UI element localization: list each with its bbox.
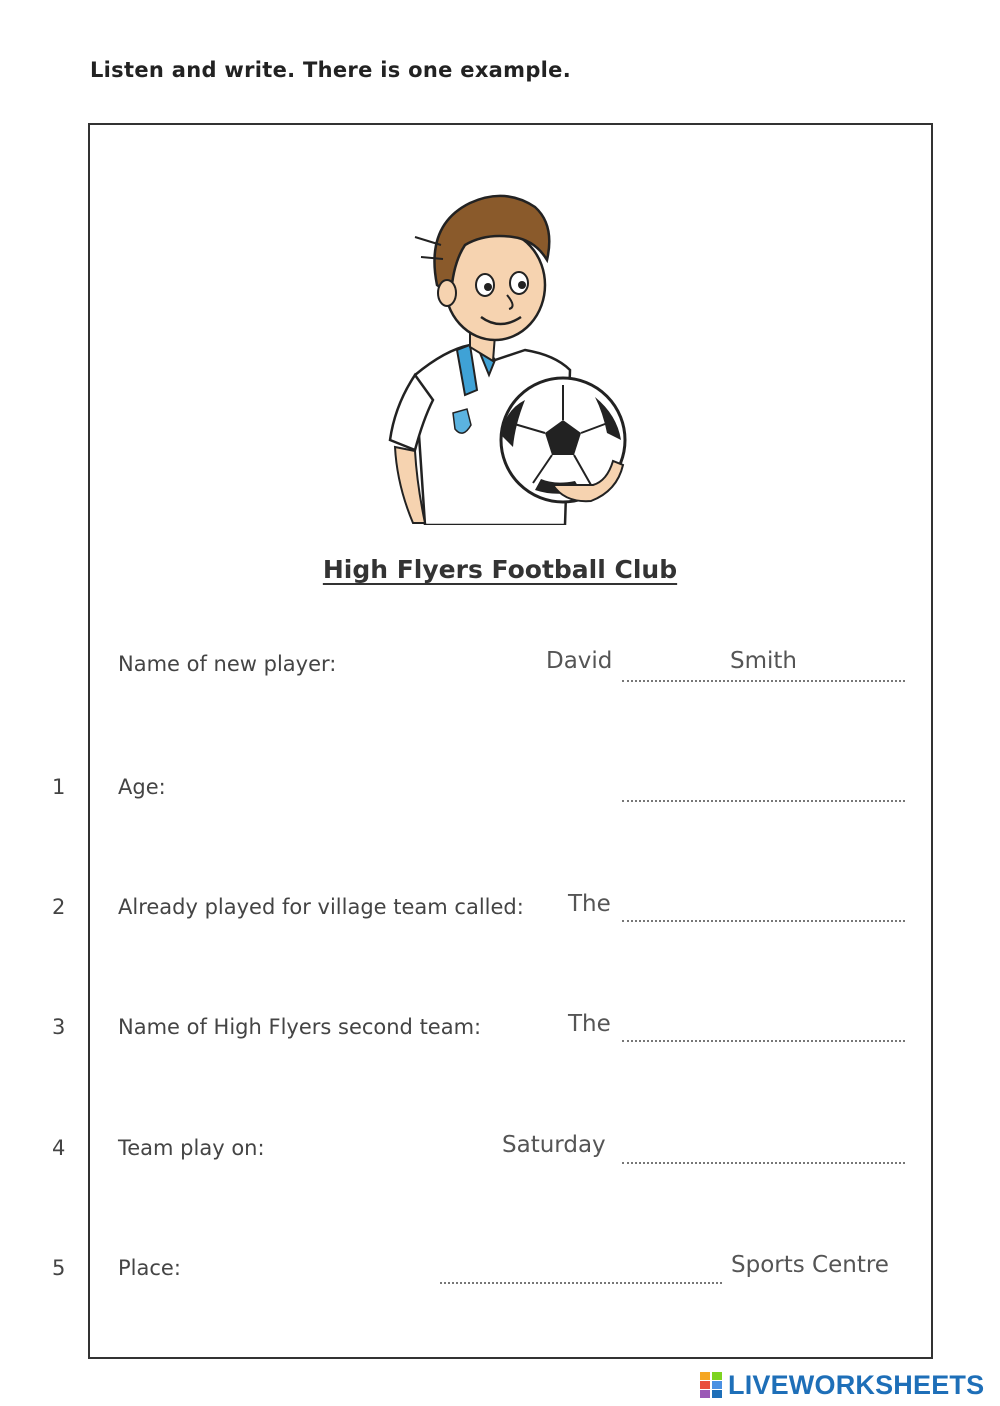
answer-line-5[interactable] bbox=[440, 1282, 722, 1284]
question-number-3: 3 bbox=[52, 1015, 66, 1039]
answer-line-2[interactable] bbox=[622, 920, 905, 922]
liveworksheets-logo bbox=[700, 1370, 984, 1400]
suffix-sports-centre: Sports Centre bbox=[731, 1252, 889, 1278]
label-second-team: Name of High Flyers second team: bbox=[118, 1015, 482, 1039]
example-prefix: David bbox=[546, 648, 613, 674]
answer-line-example bbox=[622, 680, 905, 682]
answer-line-3[interactable] bbox=[622, 1040, 905, 1042]
label-team-play-on: Team play on: bbox=[118, 1136, 265, 1160]
instruction-text: Listen and write. There is one example. bbox=[90, 58, 571, 82]
question-number-2: 2 bbox=[52, 895, 66, 919]
question-number-5: 5 bbox=[52, 1256, 66, 1280]
prefix-saturday: Saturday bbox=[502, 1132, 606, 1158]
label-age: Age: bbox=[118, 775, 166, 799]
club-title: High Flyers Football Club bbox=[322, 555, 678, 584]
answer-line-4[interactable] bbox=[622, 1162, 905, 1164]
answer-line-1[interactable] bbox=[622, 800, 905, 802]
liveworksheets-brand-text: LIVEWORKSHEETS bbox=[728, 1369, 985, 1400]
liveworksheets-logo-icon bbox=[700, 1372, 724, 1398]
question-number-1: 1 bbox=[52, 775, 66, 799]
label-name-of-new-player: Name of new player: bbox=[118, 652, 337, 676]
example-answer: Smith bbox=[730, 648, 797, 674]
prefix-the-3: The bbox=[568, 1011, 611, 1037]
label-village-team: Already played for village team called: bbox=[118, 895, 524, 919]
boy-with-football-illustration bbox=[385, 185, 635, 525]
question-number-4: 4 bbox=[52, 1136, 66, 1160]
label-place: Place: bbox=[118, 1256, 181, 1280]
prefix-the-2: The bbox=[568, 891, 611, 917]
